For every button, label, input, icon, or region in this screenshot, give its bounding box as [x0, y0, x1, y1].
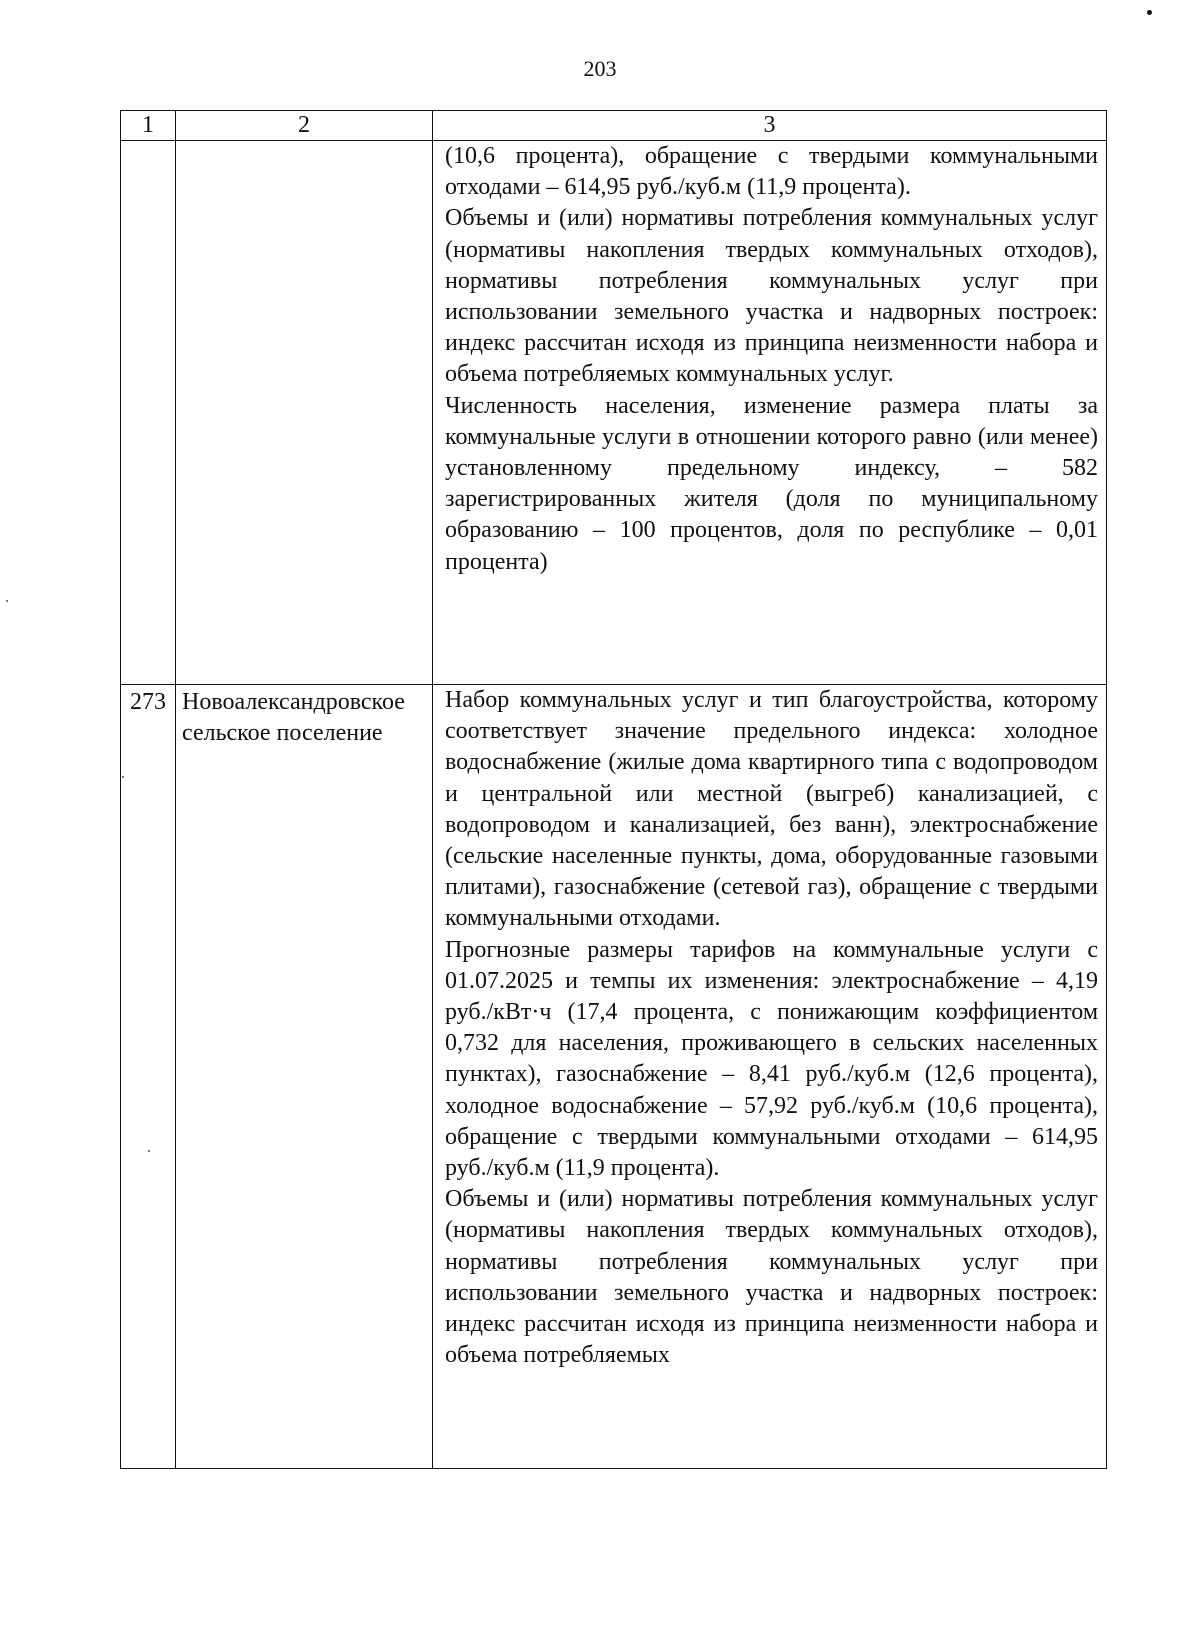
- scan-speck: [6, 600, 8, 602]
- description-cell: [433, 685, 1107, 1469]
- description-paragraph: Набор коммунальных услуг и тип благоустройства, которому соответствует значение предельного индекса: холодное водоснабжение (жилые дома квартирного типа с водопроводом и центральной или местной (выгреб) канализацией, с водопроводом и канализацией, без ванн), электроснабжение (сельские населенные пункты, дома, оборудованные газовыми плитами), газоснабжение (сетевой газ), обращение с твердыми коммунальными отходами.: [445, 687, 1098, 932]
- column-header-3: 3: [433, 111, 1107, 141]
- table-row: [121, 685, 1107, 1469]
- column-header-2: 2: [176, 111, 433, 141]
- scan-dot-mark: [1147, 10, 1152, 15]
- description-cell: [433, 141, 1107, 685]
- row-number-cell: [121, 141, 176, 685]
- row-number-cell: 273: [121, 685, 176, 1469]
- table-header-row: [121, 111, 1107, 141]
- description-paragraph: Объемы и (или) нормативы потребления коммунальных услуг (нормативы накопления твердых коммунальных отходов), нормативы потребления коммунальных услуг при использовании земельного участка и надворных построек: индекс рассчитан исходя из принципа неизменности набора и объема потребляемых коммунальных услуг.: [445, 205, 1098, 388]
- table-row: [121, 141, 1107, 685]
- page-number: 203: [583, 56, 617, 81]
- settlement-name-cell: [176, 141, 433, 685]
- settlement-name-cell: Новоалександровское сельское поселение: [176, 685, 433, 1469]
- description-paragraph: Численность населения, изменение размера платы за коммунальные услуги в отношении которого равно (или менее) установленному предельному индексу, – 582 зарегистрированных жителя (доля по муниципальному образованию – 100 процентов, доля по республике – 0,01 процента): [445, 392, 1098, 575]
- description-paragraph: Объемы и (или) нормативы потребления коммунальных услуг (нормативы накопления твердых коммунальных отходов), нормативы потребления коммунальных услуг при использовании земельного участка и надворных построек: индекс рассчитан исходя из принципа неизменности набора и объема потребляемых: [445, 1186, 1098, 1369]
- tariff-table: [120, 110, 1107, 1469]
- description-paragraph: (10,6 процента), обращение с твердыми коммунальными отходами – 614,95 руб./куб.м (11,9 процента).: [445, 143, 1098, 201]
- description-paragraph: Прогнозные размеры тарифов на коммунальные услуги с 01.07.2025 и темпы их изменения: электроснабжение – 4,19 руб./кВт·ч (17,4 процента, с понижающим коэффициентом 0,732 для населения, проживающего в сельских населенных пунктах), газоснабжение – 8,41 руб./куб.м (12,6 процента), холодное водоснабжение – 57,92 руб./куб.м (10,6 процента), обращение с твердыми коммунальными отходами – 614,95 руб./куб.м (11,9 процента).: [445, 936, 1098, 1182]
- column-header-1: 1: [121, 111, 176, 141]
